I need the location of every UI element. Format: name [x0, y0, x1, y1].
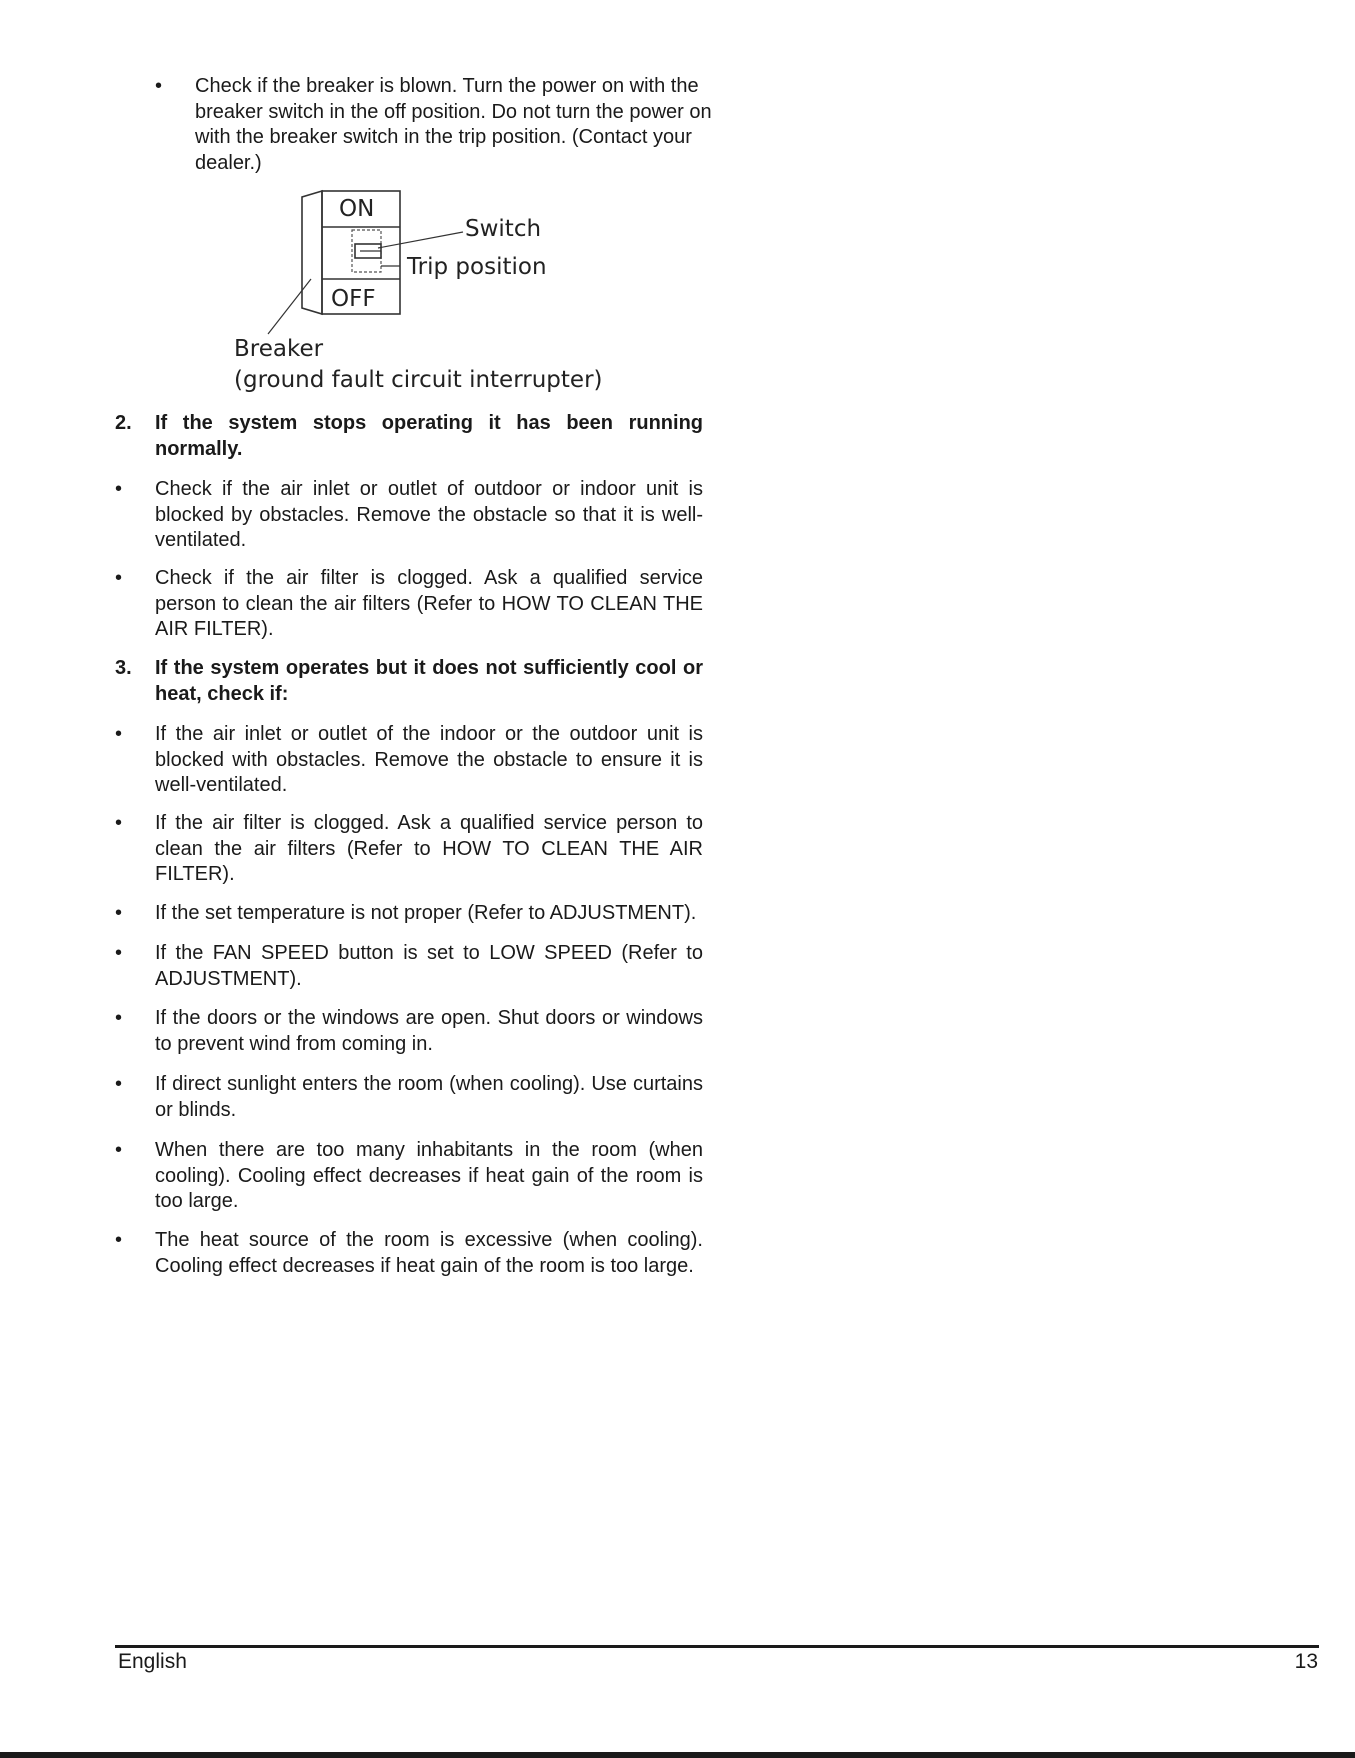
switch-leader [378, 232, 463, 248]
bullet-marker: • [115, 1229, 123, 1251]
bullet-marker: • [115, 1073, 123, 1095]
on-label: ON [339, 196, 375, 222]
breaker-diagram [0, 0, 1355, 420]
list-item-text: Check if the air inlet or outlet of outdoor or indoor unit is blocked by obstacles. Remove the obstacle so that it is well-ventilated. [155, 478, 703, 551]
breaker-illustration [0, 0, 1355, 420]
page-number: 13 [1294, 1650, 1318, 1673]
section-heading-text: If the system stops operating it has been running normally. [155, 412, 703, 460]
list-item-text: The heat source of the room is excessive (when cooling). Cooling effect decreases if heat gain of the room is too large. [155, 1229, 703, 1277]
bullet-marker: • [115, 567, 123, 589]
bullet-marker: • [115, 1007, 123, 1029]
scan-edge-band [0, 1752, 1355, 1758]
list-item-text: If the doors or the windows are open. Shut doors or windows to prevent wind from coming in. [155, 1007, 703, 1055]
footer-divider [115, 1645, 1319, 1648]
bullet-marker: • [115, 942, 123, 964]
bullet-marker: • [155, 75, 163, 97]
bullet-marker: • [115, 723, 123, 745]
breaker-label: Breaker [234, 336, 324, 362]
footer-language: English [118, 1650, 187, 1673]
list-item-text: If the air filter is clogged. Ask a qualified service person to clean the air filters (Refer to HOW TO CLEAN THE AIR FILTER). [155, 812, 703, 885]
list-item-text: If the set temperature is not proper (Refer to ADJUSTMENT). [155, 902, 697, 924]
list-item-text: When there are too many inhabitants in the room (when cooling). Cooling effect decreases if heat gain of the room is too large. [155, 1139, 703, 1212]
trip-position-label: Trip position [407, 254, 547, 280]
section-number: 2. [115, 412, 132, 434]
intro-bullet-text: Check if the breaker is blown. Turn the power on with the breaker switch in the off position. Do not turn the power on with the breaker switch in the trip position. (Contact your dealer.) [195, 75, 712, 174]
breaker-sub-label: (ground fault circuit interrupter) [234, 367, 603, 393]
bullet-marker: • [115, 478, 123, 500]
breaker-leader [268, 279, 311, 334]
bullet-marker: • [115, 1139, 123, 1161]
list-item-text: Check if the air filter is clogged. Ask a qualified service person to clean the air filters (Refer to HOW TO CLEAN THE AIR FILTER). [155, 567, 703, 640]
list-item-text: If direct sunlight enters the room (when cooling). Use curtains or blinds. [155, 1073, 703, 1121]
list-item-text: If the FAN SPEED button is set to LOW SPEED (Refer to ADJUSTMENT). [155, 942, 703, 990]
breaker-side-panel [302, 191, 322, 314]
off-label: OFF [331, 286, 376, 312]
section-heading-text: If the system operates but it does not sufficiently cool or heat, check if: [155, 657, 703, 705]
bullet-marker: • [115, 812, 123, 834]
switch-label: Switch [465, 216, 542, 242]
list-item-text: If the air inlet or outlet of the indoor or the outdoor unit is blocked with obstacles. Remove the obstacle to ensure it is well-ventilated. [155, 723, 703, 796]
bullet-marker: • [115, 902, 123, 924]
section-number: 3. [115, 657, 132, 679]
